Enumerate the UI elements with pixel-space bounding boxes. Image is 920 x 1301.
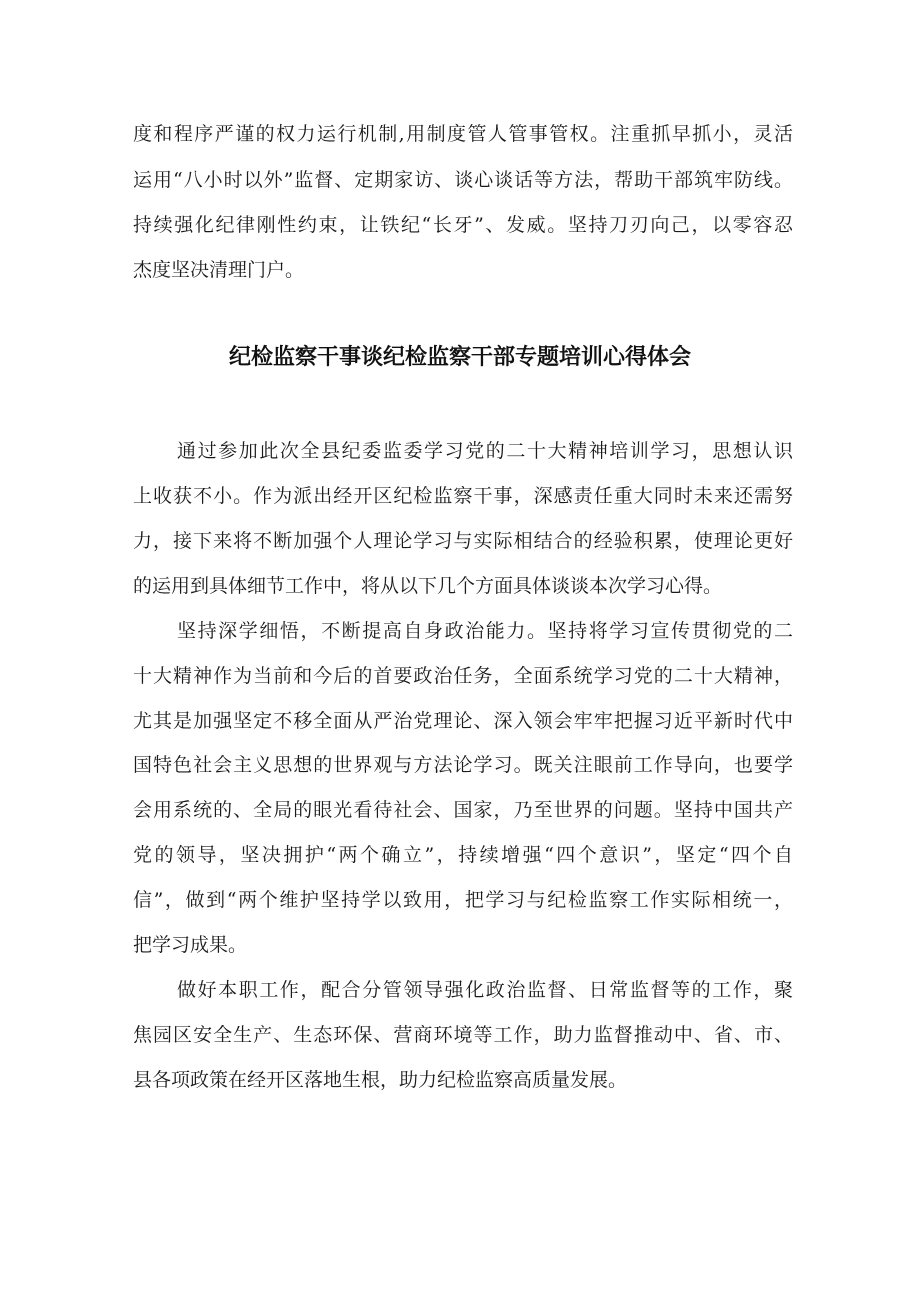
- paragraph-2-line: 党的领导，坚决拥护“两个确立”，持续增强“四个意识”，坚定“四个自: [133, 844, 793, 866]
- intro-line: 运用“八小时以外”监督、定期家访、谈心谈话等方法，帮助干部筑牢防线。: [133, 169, 793, 191]
- intro-line: 度和程序严谨的权力运行机制,用制度管人管事管权。注重抓早抓小，灵活: [133, 123, 793, 145]
- paragraph-1-line: 的运用到具体细节工作中，将从以下几个方面具体谈谈本次学习心得。: [133, 575, 723, 597]
- paragraph-3-line: 焦园区安全生产、生态环保、营商环境等工作，助力监督推动中、省、市、: [133, 1024, 793, 1046]
- paragraph-1-line: 上收获不小。作为派出经开区纪检监察干事，深感责任重大同时未来还需努: [133, 485, 793, 507]
- paragraph-3-line: 做好本职工作，配合分管领导强化政治监督、日常监督等的工作，聚: [177, 979, 793, 1001]
- paragraph-2-line: 坚持深学细悟，不断提高自身政治能力。坚持将学习宣传贯彻党的二: [177, 620, 793, 642]
- paragraph-2-line: 尤其是加强坚定不移全面从严治党理论、深入领会牢牢把握习近平新时代中: [133, 710, 793, 732]
- paragraph-2-line: 会用系统的、全局的眼光看待社会、国家，乃至世界的问题。坚持中国共产: [133, 799, 793, 821]
- paragraph-1-line: 力，接下来将不断加强个人理论学习与实际相结合的经验积累，使理论更好: [133, 530, 793, 552]
- paragraph-2-line: 国特色社会主义思想的世界观与方法论学习。既关注眼前工作导向，也要学: [133, 754, 793, 776]
- intro-line: 持续强化纪律刚性约束，让铁纪“长牙”、发威。坚持刀刃向己，以零容忍: [133, 214, 793, 236]
- paragraph-2-line: 信”，做到“两个维护坚持学以致用，把学习与纪检监察工作实际相统一，: [133, 889, 793, 911]
- paragraph-1-line: 通过参加此次全县纪委监委学习党的二十大精神培训学习，思想认识: [177, 440, 793, 462]
- paragraph-2-line: 把学习成果。: [133, 934, 248, 956]
- paragraph-2-line: 十大精神作为当前和今后的首要政治任务，全面系统学习党的二十大精神，: [133, 665, 793, 687]
- intro-line: 杰度坚决清理门户。: [133, 259, 305, 281]
- article-title: 纪检监察干事谈纪检监察干部专题培训心得体会: [228, 345, 691, 370]
- paragraph-3-line: 县各项政策在经开区落地生根，助力纪检监察高质量发展。: [133, 1069, 628, 1091]
